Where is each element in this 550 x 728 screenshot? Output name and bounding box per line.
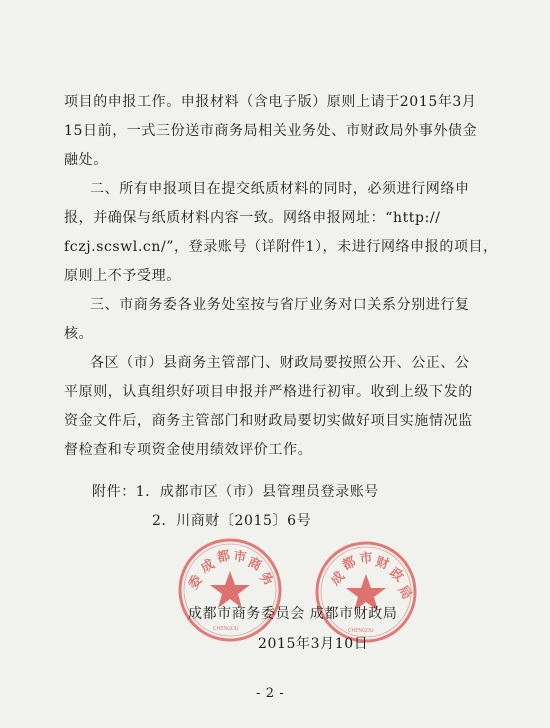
attachment-line-2: 2．川商财〔2015〕6号 (152, 513, 312, 529)
svg-text:商: 商 (245, 555, 264, 575)
seal-commerce-committee (175, 535, 285, 645)
document-date: 2015年3月10日 (258, 636, 369, 652)
body-line: 二、所有申报项目在提交纸质材料的同时，必须进行网络申 (90, 181, 470, 197)
body-line: 原则上不予受理。 (64, 268, 181, 284)
seal-finance-bureau (312, 538, 420, 646)
svg-text:财: 财 (373, 554, 391, 573)
body-line: 报，并确保与纸质材料内容一致。网络申报网址：“http:// (64, 210, 441, 226)
body-line: 平原则，认真组织好项目申报并严格进行初审。收到上级下发的 (64, 384, 473, 400)
svg-text:局: 局 (394, 583, 415, 603)
body-line: 15日前，一式三份送市商务局相关业务处、市财政局外事外债金 (64, 123, 478, 139)
body-line: 资金文件后，商务主管部门和财政局要切实做好项目实施情况监 (64, 413, 473, 429)
attachment-line-1: 附件：1．成都市区（市）县管理员登录账号 (92, 484, 379, 500)
body-line: 督检查和专项资金使用绩效评价工作。 (64, 442, 313, 458)
page-number: - 2 - (256, 686, 285, 701)
signature-line: 成都市商务委员会 成都市财政局 (188, 606, 398, 622)
body-line: 项目的申报工作。申报材料（含电子版）原则上请于2015年3月 (64, 94, 477, 110)
svg-text:都: 都 (215, 548, 232, 566)
svg-text:成: 成 (198, 556, 218, 577)
body-line: 融处。 (64, 152, 108, 168)
body-line: 核。 (64, 326, 94, 342)
svg-text:委: 委 (185, 573, 206, 593)
svg-text:政: 政 (386, 565, 407, 586)
svg-text:市: 市 (232, 549, 248, 566)
body-line: 三、市商务委各业务处室按与省厅业务对口关系分别进行复 (90, 297, 470, 313)
body-line: 各区（市）县商务主管部门、财政局要按照公开、公正、公 (90, 355, 470, 371)
svg-text:都: 都 (340, 554, 359, 574)
svg-text:CHENGDU: CHENGDU (213, 626, 239, 632)
svg-text:务: 务 (256, 569, 276, 590)
svg-text:市: 市 (359, 550, 374, 567)
svg-text:成: 成 (328, 569, 349, 589)
svg-text:CHENGDU: CHENGDU (348, 628, 374, 634)
body-line: fczj.scswl.cn/”，登录账号（详附件1），未进行网络申报的项目， (64, 239, 498, 255)
